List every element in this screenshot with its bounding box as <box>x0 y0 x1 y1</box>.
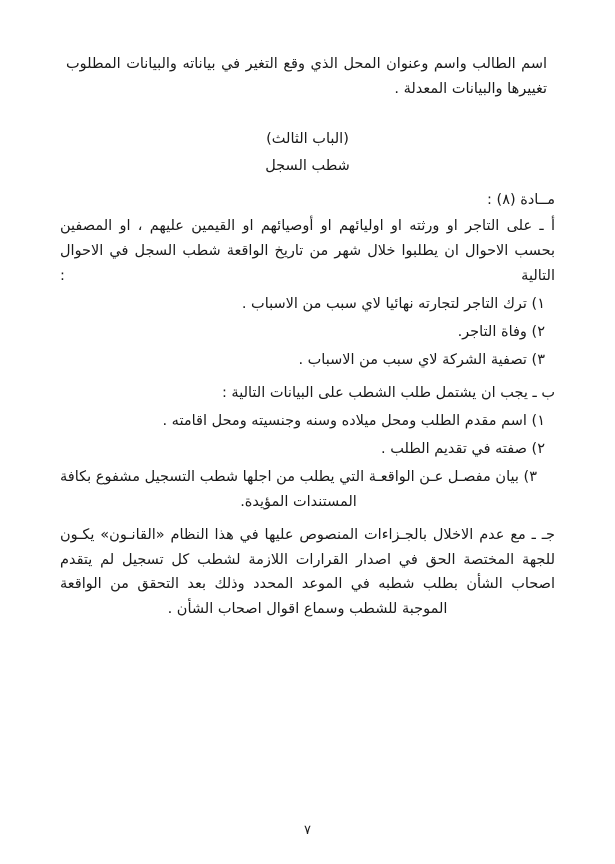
clause-b-2: ٢) صفته في تقديم الطلب . <box>381 440 545 457</box>
clause-a-3: ٣) تصفية الشركة لاي سبب من الاسباب . <box>298 351 545 368</box>
intro-paragraph: اسم الطالب واسم وعنوان المحل الذي وقع التغير في بياناته والبيانات المطلوب تغييرها والبيانات المعدلة . <box>66 56 547 97</box>
clause-b-1: ١) اسم مقدم الطلب ومحل ميلاده وسنه وجنسيته ومحل اقامته . <box>162 412 545 429</box>
clause-c: جـ ـ مع عدم الاخلال بالجـزاءات المنصوص عليها في هذا النظام «القانـون» يكـون للجهة المختصة الحق في اصدار القرارات اللازمة لشطب كل تسجيل لم يتقدم اصحاب الشأن بطلب شطبه في الموعد المحدد وذلك بعد التحقق من الواقعة الموجبة للشطب وسماع اقوال اصحاب الشأن . <box>60 526 555 618</box>
section-heading <box>60 128 555 178</box>
clause-a: أ ـ على التاجر او ورثته او اوليائهم او أوصيائهم او القيمين عليهم ، او المصفين بحسب الاحوال ان يطلبوا خلال شهر من تاريخ الواقعة شطب السجل في الاحوال التالية : <box>60 218 555 285</box>
clause-a-2: ٢) وفاة التاجر. <box>457 324 545 340</box>
clause-b: ب ـ يجب ان يشتمل طلب الشطب على البيانات التالية : <box>221 384 555 401</box>
section-heading-line2: شطب السجل <box>265 158 350 175</box>
clause-b-3: ٣) بيان مفصـل عـن الواقعـة التي يطلب من اجلها شطب التسجيل مشفوع بكافة المستندات المؤيدة. <box>60 468 537 510</box>
section-heading-line1: (الباب الثالث) <box>266 130 349 147</box>
article-number: مــادة (٨) : <box>487 192 555 209</box>
clause-a-1: ١) ترك التاجر لتجارته نهائيا لاي سبب من الاسباب . <box>241 296 545 313</box>
page-number: ٧ <box>304 823 311 838</box>
